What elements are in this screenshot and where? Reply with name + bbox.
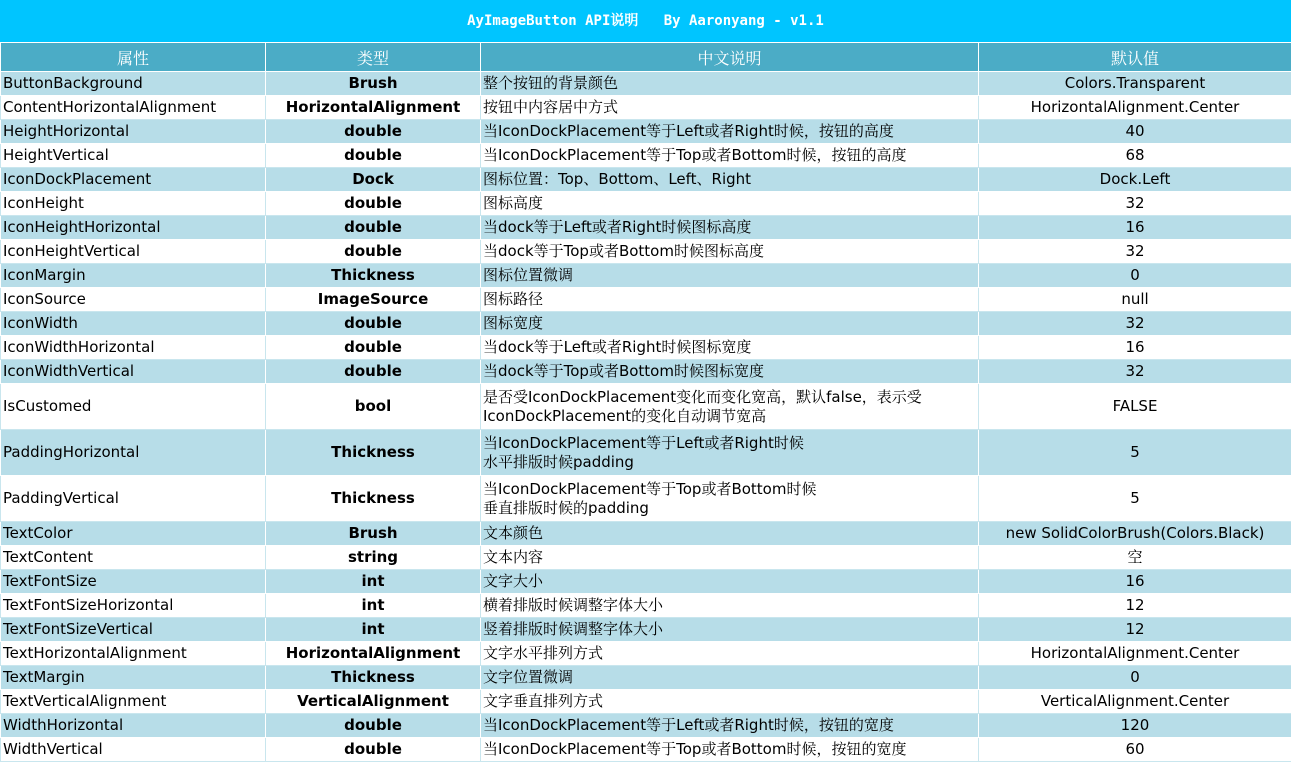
table-row (1, 738, 1291, 762)
cell-property[interactable]: TextColor (1, 522, 266, 546)
cell-default[interactable]: 16 (979, 216, 1291, 240)
cell-type[interactable]: double (266, 120, 481, 144)
cell-type[interactable]: Thickness (266, 666, 481, 690)
cell-description[interactable]: 图标高度 (481, 192, 979, 216)
cell-property[interactable]: IconSource (1, 288, 266, 312)
cell-default[interactable]: null (979, 288, 1291, 312)
cell-type[interactable]: ImageSource (266, 288, 481, 312)
table-row (1, 384, 1291, 430)
cell-default[interactable]: 32 (979, 240, 1291, 264)
cell-property[interactable]: HeightVertical (1, 144, 266, 168)
cell-type[interactable]: double (266, 240, 481, 264)
table-row (1, 264, 1291, 288)
cell-type[interactable]: double (266, 738, 481, 762)
cell-default[interactable]: 120 (979, 714, 1291, 738)
table-row (1, 288, 1291, 312)
table-row (1, 192, 1291, 216)
cell-property[interactable]: PaddingHorizontal (1, 430, 266, 476)
cell-description[interactable]: 按钮中内容居中方式 (481, 96, 979, 120)
cell-default[interactable]: HorizontalAlignment.Center (979, 96, 1291, 120)
cell-type[interactable]: double (266, 360, 481, 384)
cell-property[interactable]: IconHeightVertical (1, 240, 266, 264)
cell-description[interactable]: 当IconDockPlacement等于Left或者Right时候，按钮的高度 (481, 120, 979, 144)
header-row (1, 43, 1291, 72)
cell-description[interactable]: 图标位置：Top、Bottom、Left、Right (481, 168, 979, 192)
cell-default[interactable]: 12 (979, 618, 1291, 642)
table-row (1, 618, 1291, 642)
cell-type[interactable]: int (266, 594, 481, 618)
cell-type[interactable]: string (266, 546, 481, 570)
cell-description[interactable]: 文字水平排列方式 (481, 642, 979, 666)
cell-description[interactable]: 文本颜色 (481, 522, 979, 546)
cell-property[interactable]: TextVerticalAlignment (1, 690, 266, 714)
cell-property[interactable]: TextMargin (1, 666, 266, 690)
table-row (1, 690, 1291, 714)
cell-type[interactable]: HorizontalAlignment (266, 96, 481, 120)
cell-description[interactable]: 横着排版时候调整字体大小 (481, 594, 979, 618)
cell-default[interactable]: VerticalAlignment.Center (979, 690, 1291, 714)
header-default[interactable]: 默认值 (979, 43, 1291, 72)
table-row (1, 546, 1291, 570)
cell-type[interactable]: Thickness (266, 264, 481, 288)
cell-default[interactable]: FALSE (979, 384, 1291, 430)
table-row (1, 312, 1291, 336)
cell-type[interactable]: double (266, 216, 481, 240)
table-row (1, 430, 1291, 476)
cell-default[interactable]: 0 (979, 666, 1291, 690)
cell-default[interactable]: 0 (979, 264, 1291, 288)
cell-description[interactable]: 当dock等于Left或者Right时候图标高度 (481, 216, 979, 240)
cell-property[interactable]: TextFontSizeHorizontal (1, 594, 266, 618)
cell-description[interactable]: 当IconDockPlacement等于Top或者Bottom时候，按钮的高度 (481, 144, 979, 168)
cell-description[interactable]: 当dock等于Top或者Bottom时候图标宽度 (481, 360, 979, 384)
cell-default[interactable]: 空 (979, 546, 1291, 570)
cell-default[interactable]: 32 (979, 192, 1291, 216)
cell-default[interactable]: 68 (979, 144, 1291, 168)
cell-property[interactable]: IconWidth (1, 312, 266, 336)
table-row (1, 72, 1291, 96)
cell-default[interactable]: 32 (979, 360, 1291, 384)
header-type[interactable]: 类型 (266, 43, 481, 72)
cell-description[interactable]: 图标位置微调 (481, 264, 979, 288)
table-row (1, 240, 1291, 264)
cell-description[interactable]: 当IconDockPlacement等于Left或者Right时候，按钮的宽度 (481, 714, 979, 738)
cell-description[interactable]: 是否受IconDockPlacement变化而变化宽高，默认false，表示受 IconDockPlacement的变化自动调节宽高 (481, 384, 979, 430)
cell-property[interactable]: PaddingVertical (1, 476, 266, 522)
cell-type[interactable]: int (266, 570, 481, 594)
cell-type[interactable]: Thickness (266, 476, 481, 522)
table-row (1, 714, 1291, 738)
cell-type[interactable]: double (266, 336, 481, 360)
cell-default[interactable]: 5 (979, 430, 1291, 476)
cell-property[interactable]: TextHorizontalAlignment (1, 642, 266, 666)
table-row (1, 476, 1291, 522)
cell-default[interactable]: 40 (979, 120, 1291, 144)
cell-default[interactable]: 16 (979, 570, 1291, 594)
cell-type[interactable]: Brush (266, 72, 481, 96)
cell-property[interactable]: ContentHorizontalAlignment (1, 96, 266, 120)
cell-description[interactable]: 整个按钮的背景颜色 (481, 72, 979, 96)
table-row (1, 594, 1291, 618)
api-table (0, 42, 1291, 762)
cell-type[interactable]: int (266, 618, 481, 642)
table-row (1, 360, 1291, 384)
cell-description[interactable]: 文字大小 (481, 570, 979, 594)
table-body (1, 72, 1291, 762)
cell-type[interactable]: double (266, 312, 481, 336)
header-description[interactable]: 中文说明 (481, 43, 979, 72)
cell-property[interactable]: IconWidthHorizontal (1, 336, 266, 360)
cell-type[interactable]: HorizontalAlignment (266, 642, 481, 666)
table-row (1, 120, 1291, 144)
sheet-title: AyImageButton API说明 By Aaronyang - v1.1 (0, 0, 1291, 42)
table-row (1, 642, 1291, 666)
table-row (1, 144, 1291, 168)
cell-type[interactable]: Dock (266, 168, 481, 192)
cell-default[interactable]: Dock.Left (979, 168, 1291, 192)
cell-default[interactable]: Colors.Transparent (979, 72, 1291, 96)
cell-property[interactable]: IsCustomed (1, 384, 266, 430)
cell-description[interactable]: 文字垂直排列方式 (481, 690, 979, 714)
cell-type[interactable]: double (266, 144, 481, 168)
cell-default[interactable]: 32 (979, 312, 1291, 336)
cell-type[interactable]: bool (266, 384, 481, 430)
cell-property[interactable]: WidthVertical (1, 738, 266, 762)
cell-property[interactable]: TextFontSize (1, 570, 266, 594)
table-row (1, 666, 1291, 690)
cell-type[interactable]: double (266, 192, 481, 216)
table-row (1, 168, 1291, 192)
table-row (1, 570, 1291, 594)
cell-default[interactable]: 16 (979, 336, 1291, 360)
cell-default[interactable]: 60 (979, 738, 1291, 762)
cell-description[interactable]: 当IconDockPlacement等于Top或者Bottom时候 垂直排版时候的padding (481, 476, 979, 522)
table-row (1, 522, 1291, 546)
cell-description[interactable]: 当dock等于Left或者Right时候图标宽度 (481, 336, 979, 360)
cell-property[interactable]: IconWidthVertical (1, 360, 266, 384)
cell-default[interactable]: 5 (979, 476, 1291, 522)
cell-type[interactable]: double (266, 714, 481, 738)
cell-description[interactable]: 文本内容 (481, 546, 979, 570)
table-row (1, 336, 1291, 360)
cell-property[interactable]: IconHeightHorizontal (1, 216, 266, 240)
cell-property[interactable]: ButtonBackground (1, 72, 266, 96)
cell-description[interactable]: 竖着排版时候调整字体大小 (481, 618, 979, 642)
cell-default[interactable]: HorizontalAlignment.Center (979, 642, 1291, 666)
cell-default[interactable]: 12 (979, 594, 1291, 618)
cell-property[interactable]: IconHeight (1, 192, 266, 216)
cell-property[interactable]: TextContent (1, 546, 266, 570)
cell-type[interactable]: Thickness (266, 430, 481, 476)
cell-type[interactable]: Brush (266, 522, 481, 546)
cell-description[interactable]: 文字位置微调 (481, 666, 979, 690)
cell-property[interactable]: TextFontSizeVertical (1, 618, 266, 642)
table-row (1, 96, 1291, 120)
cell-default[interactable]: new SolidColorBrush(Colors.Black) (979, 522, 1291, 546)
cell-property[interactable]: HeightHorizontal (1, 120, 266, 144)
header-property[interactable]: 属性 (1, 43, 266, 72)
cell-property[interactable]: WidthHorizontal (1, 714, 266, 738)
cell-property[interactable]: IconMargin (1, 264, 266, 288)
cell-property[interactable]: IconDockPlacement (1, 168, 266, 192)
cell-description[interactable]: 图标路径 (481, 288, 979, 312)
cell-description[interactable]: 图标宽度 (481, 312, 979, 336)
cell-description[interactable]: 当IconDockPlacement等于Top或者Bottom时候，按钮的宽度 (481, 738, 979, 762)
cell-type[interactable]: VerticalAlignment (266, 690, 481, 714)
cell-description[interactable]: 当dock等于Top或者Bottom时候图标高度 (481, 240, 979, 264)
table-row (1, 216, 1291, 240)
cell-description[interactable]: 当IconDockPlacement等于Left或者Right时候 水平排版时候padding (481, 430, 979, 476)
